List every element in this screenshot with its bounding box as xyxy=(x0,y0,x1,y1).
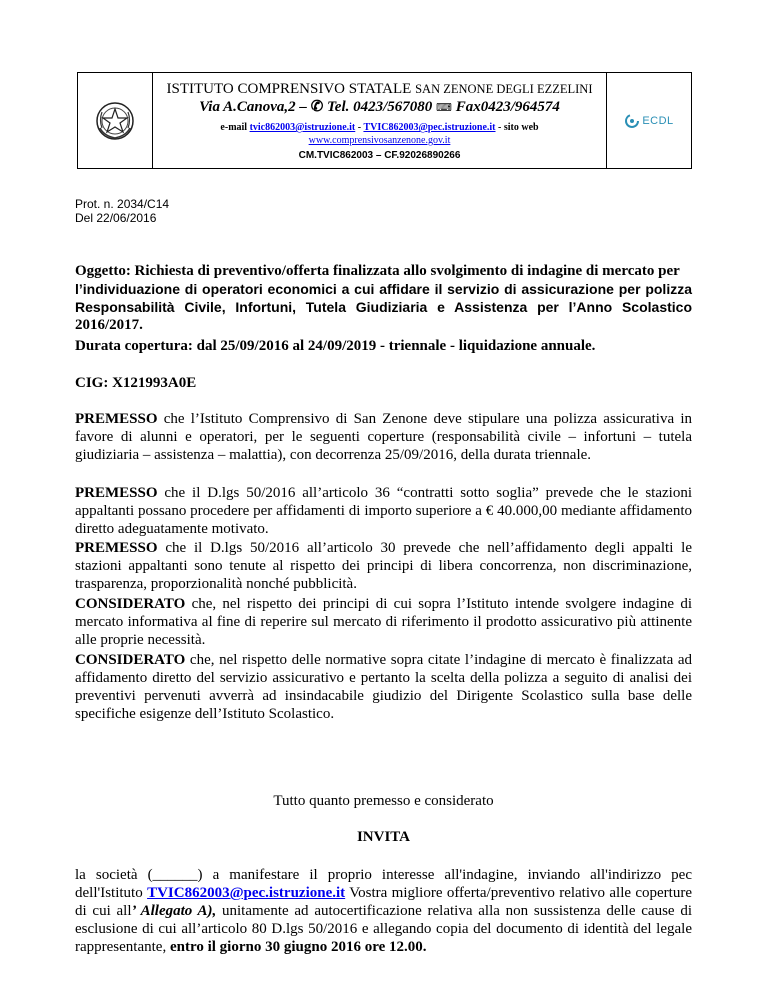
site-line xyxy=(153,134,606,147)
subject xyxy=(75,262,692,334)
letterhead xyxy=(77,72,692,169)
subject-line-4: 2016/2017. xyxy=(75,317,143,333)
subject-line-2: l’individuazione di operatori economici a cui affidare il servizio di assicurazione per polizza xyxy=(75,281,692,297)
institute-location: SAN ZENONE DEGLI EZZELINI xyxy=(415,82,593,96)
address: Via A.Canova,2 – xyxy=(199,99,307,115)
contacts-line: e-mail tvic862003@istruzione.it - TVIC862003@pec.istruzione.it - sito web xyxy=(220,122,539,133)
phone-icon: ✆ xyxy=(310,99,324,115)
cig-code: CIG: X121993A0E xyxy=(75,375,197,391)
email-link[interactable]: tvic862003@istruzione.it xyxy=(249,122,356,133)
coverage-duration: Durata copertura: dal 25/09/2016 al 24/09/2019 - triennale - liquidazione annuale. xyxy=(75,338,596,354)
phone: Tel. 0423/567080 xyxy=(327,99,433,115)
protocol-date: Del 22/06/2016 xyxy=(75,211,157,225)
emblem-cell xyxy=(78,73,153,168)
paragraph-4: CONSIDERATO che, nel rispetto dei principi di cui sopra l’Istituto intende svolgere indagine di mercato informativa al fine di reperire sul mercato di riferimento il prodotto assicurativo più attinente alle proprie necessità. xyxy=(75,596,692,648)
italian-republic-emblem-icon xyxy=(94,100,136,142)
ecdl-logo-cell xyxy=(606,73,691,168)
paragraph-5: CONSIDERATO che, nel rispetto delle normative sopra citate l’indagine di mercato è finalizzata ad affidamento diretto del servizio assicurativo e pertanto la scelta della polizza a seguito di analisi dei preventivi pervenuti avverrà ad insindacabile giudizio del Dirigente Scolastico sulla base delle specifiche esigenze dell’Istituto Scolastico. xyxy=(75,652,692,722)
ecdl-logo xyxy=(624,113,673,129)
institute-info xyxy=(153,73,606,168)
pec-link[interactable]: TVIC862003@pec.istruzione.it xyxy=(363,122,496,133)
protocol-block xyxy=(75,197,169,225)
final-paragraph: la società (______) a manifestare il proprio interesse all'indagine, inviando all'indirizzo pec dell'Istituto TVIC862003@pec.istruzione.it Vostra migliore offerta/preventivo relativo alle coperture di cui all’ Allegato A), unitamente ad autocertificazione relativa alla non sussistenza delle cause di esclusione di cui all’articolo 80 D.lgs 50/2016 e allegando copia del documento di identità del legale rappresentante, entro il giorno 30 giugno 2016 ore 12.00. xyxy=(75,867,693,955)
institute-title xyxy=(153,81,606,98)
institute-name: ISTITUTO COMPRENSIVO STATALE xyxy=(166,81,412,97)
subject-line-3: Responsabilità Civile, Infortuni, Tutela Giudiziaria e Assistenza per l’Anno Scolastico xyxy=(75,299,692,315)
paragraph-2: PREMESSO che il D.lgs 50/2016 all’articolo 36 “contratti sotto soglia” prevede che le stazioni appaltanti possano procedere per affidamenti di importo superiore a € 40.000,00 mediante affidamento diretto adeguatamente motivato. xyxy=(75,485,692,537)
ecdl-logo-text: ECDL xyxy=(642,114,674,127)
paragraph-1: PREMESSO che l’Istituto Comprensivo di San Zenone deve stipulare una polizza assicurativa in favore di alunni e operatori, per le seguenti coperture (responsabilità civile – infortuni – tutela giudiziaria – assistenza – malattia), con decorrenza 25/09/2016, della durata triennale. xyxy=(75,411,692,463)
invita-heading: INVITA xyxy=(356,829,411,845)
fax-icon: ⌨ xyxy=(436,102,452,114)
final-pec-link[interactable]: TVIC862003@pec.istruzione.it xyxy=(147,885,346,901)
fax: Fax0423/964574 xyxy=(455,99,560,115)
address-line xyxy=(153,98,606,117)
paragraph-3: PREMESSO che il D.lgs 50/2016 all’articolo 30 prevede che nell’affidamento degli appalti le stazioni appaltanti sono tenute al rispetto dei principi di libera concorrenza, non discriminazione, trasparenza, proporzionalità nonché pubblicità. xyxy=(75,540,692,592)
protocol-number: Prot. n. 2034/C14 xyxy=(75,197,170,211)
cm-cf-codes: CM.TVIC862003 – CF.92026890266 xyxy=(298,150,461,161)
closing-intro: Tutto quanto premesso e considerato xyxy=(273,793,494,809)
website-link[interactable]: www.comprensivosanzenone.gov.it xyxy=(308,135,451,146)
ecdl-swirl-icon xyxy=(624,113,640,129)
subject-line-1: Oggetto: Richiesta di preventivo/offerta finalizzata allo svolgimento di indagine di mercato per xyxy=(75,263,680,279)
